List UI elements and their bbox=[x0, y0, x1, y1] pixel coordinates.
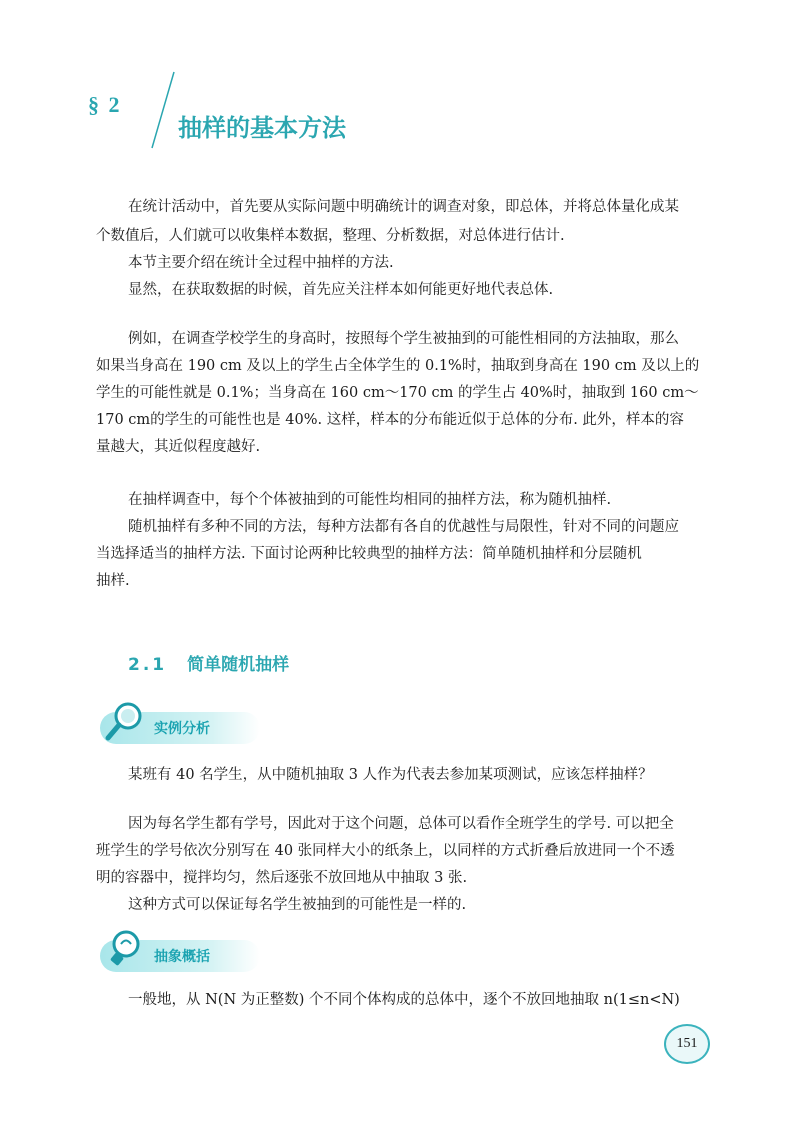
intro-p1-line2: 个数值后，人们就可以收集样本数据，整理、分析数据，对总体进行估计. bbox=[96, 228, 565, 244]
random-line4: 抽样. bbox=[96, 573, 130, 589]
section-divider-slash bbox=[148, 70, 178, 150]
section-title: 抽样的基本方法 bbox=[178, 114, 346, 142]
case-answer-line3: 明的容器中，搅拌均匀，然后逐张不放回地从中抽取 3 张. bbox=[96, 870, 468, 886]
case-question: 某班有 40 名学生，从中随机抽取 3 人作为代表去参加某项测试，应该怎样抽样？ bbox=[128, 767, 653, 783]
case-analysis-label: 实例分析 bbox=[154, 721, 210, 737]
subsection-title: 简单随机抽样 bbox=[187, 655, 290, 675]
abstraction-line: 一般地，从 N(N 为正整数) 个不同个体构成的总体中，逐个不放回地抽取 n(1≤n<N) bbox=[128, 992, 680, 1008]
case-answer-line2: 班学生的学号依次分别写在 40 张同样大小的纸条上，以同样的方式折叠后放进同一个不透 bbox=[96, 843, 675, 859]
example-line2: 如果当身高在 190 cm 及以上的学生占全体学生的 0.1%时，抽取到身高在 190 cm 及以上的 bbox=[96, 358, 700, 374]
random-line1: 在抽样调查中，每个个体被抽到的可能性均相同的抽样方法，称为随机抽样. bbox=[128, 492, 612, 508]
case-answer-line1: 因为每名学生都有学号，因此对于这个问题，总体可以看作全班学生的学号. 可以把全 bbox=[128, 816, 674, 832]
case-answer-line4: 这种方式可以保证每名学生被抽到的可能性是一样的. bbox=[128, 897, 467, 913]
example-line4: 170 cm的学生的可能性也是 40%. 这样，样本的分布能近似于总体的分布. 此外，样本的容 bbox=[96, 412, 684, 428]
intro-p1-line1: 在统计活动中，首先要从实际问题中明确统计的调查对象，即总体，并将总体量化成某 bbox=[128, 199, 679, 215]
example-line5: 量越大，其近似程度越好. bbox=[96, 439, 261, 455]
lightbulb-icon bbox=[104, 928, 146, 976]
abstraction-label: 抽象概括 bbox=[154, 949, 210, 965]
subsection-heading bbox=[128, 650, 289, 675]
subsection-number: 2.1 bbox=[128, 655, 168, 675]
page-number: 151 bbox=[664, 1024, 710, 1064]
random-line2: 随机抽样有多种不同的方法，每种方法都有各自的优越性与局限性，针对不同的问题应 bbox=[128, 519, 679, 535]
intro-p2: 本节主要介绍在统计全过程中抽样的方法. bbox=[128, 255, 394, 271]
section-number: § 2 bbox=[88, 92, 122, 117]
example-line3: 学生的可能性就是 0.1%；当身高在 160 cm～170 cm 的学生占 40%时，抽取到 160 cm～ bbox=[96, 385, 699, 401]
intro-p3: 显然，在获取数据的时候，首先应关注样本如何能更好地代表总体. bbox=[128, 282, 554, 298]
random-line3: 当选择适当的抽样方法. 下面讨论两种比较典型的抽样方法：简单随机抽样和分层随机 bbox=[96, 546, 642, 562]
magnifier-icon bbox=[104, 700, 146, 748]
example-line1: 例如，在调查学校学生的身高时，按照每个学生被抽到的可能性相同的方法抽取，那么 bbox=[128, 331, 679, 347]
